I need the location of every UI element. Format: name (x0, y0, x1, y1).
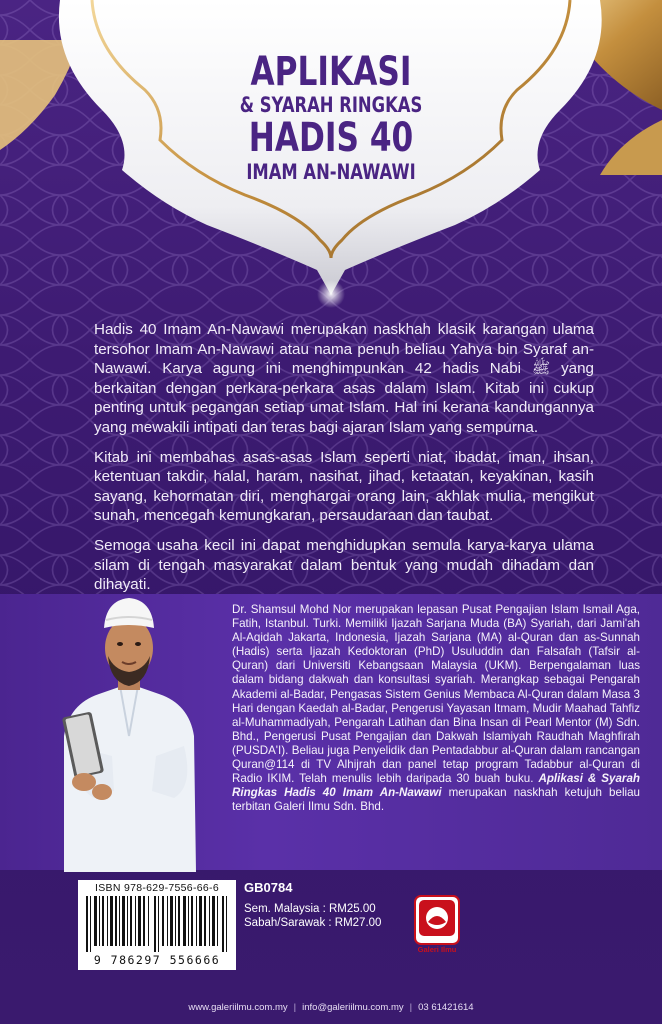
footer-website[interactable]: www.galeriilmu.com.my (188, 1002, 288, 1013)
footer-email[interactable]: info@galeriilmu.com.my (302, 1002, 404, 1013)
barcode-icon (84, 896, 230, 952)
author-biography (232, 603, 640, 814)
publisher-logo-label: Galeri Ilmu (417, 945, 457, 954)
book-description (94, 320, 594, 605)
footer-divider: | (293, 1002, 297, 1013)
description-paragraph-1: Hadis 40 Imam An-Nawawi merupakan naskhah klasik karangan ulama tersohor Imam An-Nawawi atau nama penuh beliau Yahya bin Syaraf an-Nawawi. Karya agung ini menghimpunkan 42 hadis Nabi ﷺ yang berkaitan dengan perkara-perkara asas dalam Islam. Kitab ini cukup penting untuk pegangan setiap umat Islam. Hal ini kerana kandungannya yang mewakili intipati dan teras bagi ajaran Islam yang sempurna. (94, 321, 594, 436)
title-line-hadis: HADIS 40 (248, 115, 414, 161)
isbn-label: ISBN 978-629-7556-66-6 (95, 882, 219, 894)
price-sabah-sarawak: Sabah/Sarawak : RM27.00 (244, 917, 382, 929)
author-bio-tail: merupakan naskhah ketujuh beliau terbitan Galeri Ilmu Sdn. Bhd. (232, 786, 640, 814)
author-photo (44, 586, 214, 872)
footer-contacts (0, 1002, 662, 1018)
description-paragraph-2: Kitab ini membahas asas-asas Islam seperti niat, ibadat, iman, ihsan, ketentuan takdir, halal, haram, nasihat, jihad, ketaatan, keyakinan, kasih sayang, kehormatan diri, menghargai orang lain, akhlak mulia, mengikut sunah, mencegah kemungkaran, persaudaraan dan taubat. (94, 448, 594, 525)
product-code: GB0784 (244, 880, 293, 895)
title-line-imam: IMAM AN-NAWAWI (246, 160, 416, 184)
isbn-digits: 9 786297 556666 (93, 953, 221, 967)
author-bio-book-title: Aplikasi & Syarah Ringkas Hadis 40 Imam An-Nawawi (232, 772, 640, 800)
book-title (150, 50, 512, 184)
price-sem-malaysia: Sem. Malaysia : RM25.00 (244, 903, 376, 915)
author-bio-text: Dr. Shamsul Mohd Nor merupakan lepasan Pusat Pengajian Islam Ismail Aga, Fatih, Istanbul. Turki. Memiliki Ijazah Sarjana Muda (BA) Syariah, dari Jami'ah Al-Aqidah Jakarta, Indonesia, Ijazah Sarjana (MA) al-Quran dan as-Sunnah (Hadis) serta Ijazah Kedoktoran (PhD) Usuluddin dan Falsafah (Tafsir al-Quran) dari Universiti Kebangsaan Malaysia (UKM). Berpengalaman luas dalam bidang dakwah dan konsultasi syariah. Merangkap sebagai Pengarah Akademi al-Badar, Pengasas Sistem Genius Membaca Al-Quran dalam Masa 3 Hari dengan Kaedah al-Badar, Pengerusi Yayasan Itmam, Mudir Maahad Tahfiz al-Muhammadiyah, Pengarah Latihan dan Bina Insan di Pearl Mentor (M) Sdn. Bhd., Pengerusi Pusat Pengajian dan Dakwah Islamiyah Raudhah Maghfirah (PUSDA'I). Beliau juga Penyelidik dan Pentadabbur al-Quran dalam rancangan Quran@114 di TV Alhijrah dan panel tetap program Tadabbur al-Quran di Radio IKIM. Telah menulis lebih daripada 30 buah buku. (232, 603, 640, 786)
isbn-barcode-box (78, 880, 236, 970)
title-line-aplikasi: APLIKASI (250, 49, 412, 95)
galeri-ilmu-logo-icon (413, 894, 461, 946)
title-line-syarah: & SYARAH RINGKAS (239, 93, 423, 117)
pricing-info (244, 880, 404, 930)
footer-phone: 03 61421614 (418, 1002, 474, 1013)
footer-divider: | (409, 1002, 413, 1013)
description-paragraph-3: Semoga usaha kecil ini dapat menghidupkan semula karya-karya ulama silam di tengah masyarakat dalam bentuk yang mudah dihadam dan dihayati. (94, 536, 594, 594)
